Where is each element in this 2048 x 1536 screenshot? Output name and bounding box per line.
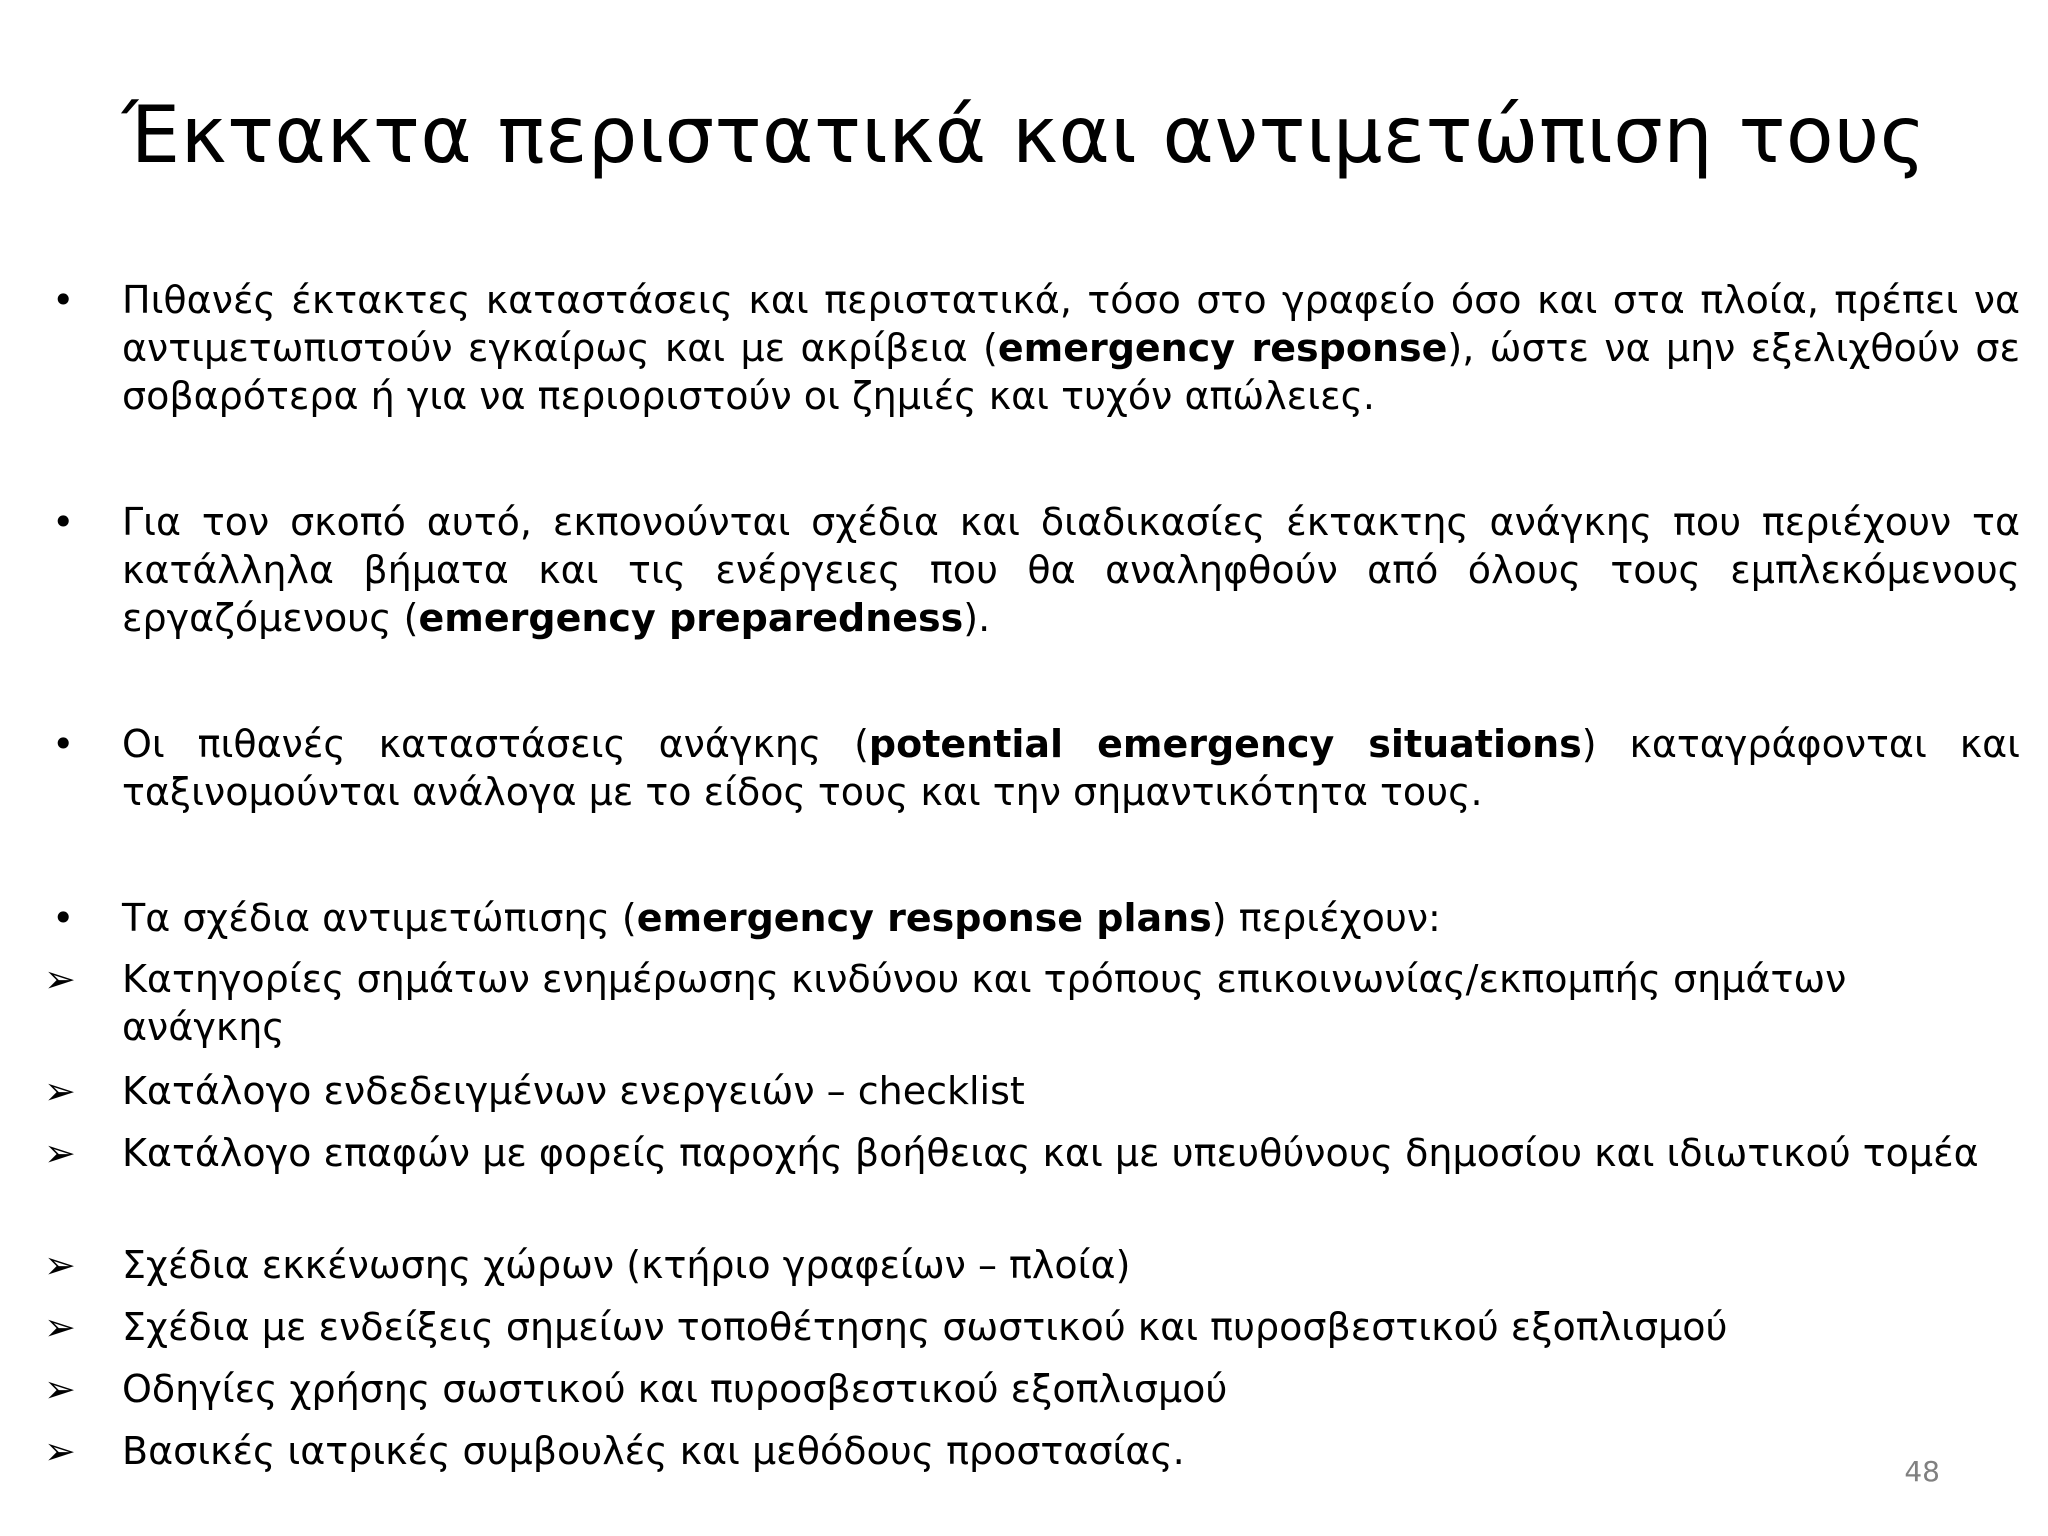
arrow-list-item	[40, 1427, 2020, 1475]
bold-term: potential emergency situations	[868, 722, 1582, 766]
bullet-item	[40, 894, 2020, 942]
arrow-bullet-icon: ➢	[44, 957, 76, 1001]
arrow-item-text: Κατάλογο επαφών με φορείς παροχής βοήθειας και με υπευθύνους δημοσίου και ιδιωτικού τομέα	[122, 1131, 1979, 1175]
arrow-list-item	[40, 955, 2020, 1051]
arrow-item-text: Κατάλογο ενδεδειγμένων ενεργειών – checklist	[122, 1069, 1025, 1113]
arrow-list-item	[40, 1303, 2020, 1351]
bold-term: emergency response	[997, 326, 1448, 370]
bullet-text: Οι πιθανές καταστάσεις ανάγκης (potential emergency situations) καταγράφονται και ταξινομούνται ανάλογα με το είδος τους και την σημαντικότητα τους.	[122, 722, 2020, 814]
bullet-item	[40, 498, 2020, 642]
arrow-bullet-icon: ➢	[44, 1243, 76, 1287]
arrow-bullet-icon: ➢	[44, 1131, 76, 1175]
bullet-item	[40, 720, 2020, 816]
arrow-item-text: Σχέδια εκκένωσης χώρων (κτήριο γραφείων – πλοία)	[122, 1243, 1131, 1287]
bullet-marker: •	[52, 896, 75, 940]
arrow-bullet-icon: ➢	[44, 1367, 76, 1411]
bullet-marker: •	[52, 278, 75, 322]
bullet-marker: •	[52, 500, 75, 544]
bullet-text: Τα σχέδια αντιμετώπισης (emergency response plans) περιέχουν:	[122, 896, 1441, 940]
bold-term: emergency preparedness	[418, 596, 964, 640]
arrow-list-item	[40, 1067, 2020, 1115]
arrow-bullet-icon: ➢	[44, 1429, 76, 1473]
arrow-item-text: Κατηγορίες σημάτων ενημέρωσης κινδύνου και τρόπους επικοινωνίας/εκπομπής σημάτων ανάγκης	[122, 957, 1847, 1049]
bold-term: emergency response plans	[636, 896, 1212, 940]
arrow-list-item	[40, 1129, 2020, 1177]
arrow-list-item	[40, 1241, 2020, 1289]
arrow-bullet-icon: ➢	[44, 1069, 76, 1113]
arrow-item-text: Βασικές ιατρικές συμβουλές και μεθόδους προστασίας.	[122, 1429, 1185, 1473]
slide-title: Έκτακτα περιστατικά και αντιμετώπιση τους	[121, 91, 1927, 181]
arrow-item-text: Σχέδια με ενδείξεις σημείων τοποθέτησης σωστικού και πυροσβεστικού εξοπλισμού	[122, 1305, 1728, 1349]
bullet-marker: •	[52, 722, 75, 766]
bullet-text: Για τον σκοπό αυτό, εκπονούνται σχέδια και διαδικασίες έκτακτης ανάγκης που περιέχουν τα κατάλληλα βήματα και τις ενέργειες που θα αναληφθούν από όλους τους εμπλεκόμενους εργαζόμενους (emergency preparedness).	[122, 500, 2020, 640]
arrow-list-item	[40, 1365, 2020, 1413]
bullet-text: Πιθανές έκτακτες καταστάσεις και περιστατικά, τόσο στο γραφείο όσο και στα πλοία, πρέπει να αντιμετωπιστούν εγκαίρως και με ακρίβεια (emergency response), ώστε να μην εξελιχθούν σε σοβαρότερα ή για να περιοριστούν οι ζημιές και τυχόν απώλειες.	[122, 278, 2020, 418]
arrow-bullet-icon: ➢	[44, 1305, 76, 1349]
arrow-item-text: Οδηγίες χρήσης σωστικού και πυροσβεστικού εξοπλισμού	[122, 1367, 1228, 1411]
bullet-item	[40, 276, 2020, 420]
page-number: 48	[1904, 1455, 1940, 1488]
